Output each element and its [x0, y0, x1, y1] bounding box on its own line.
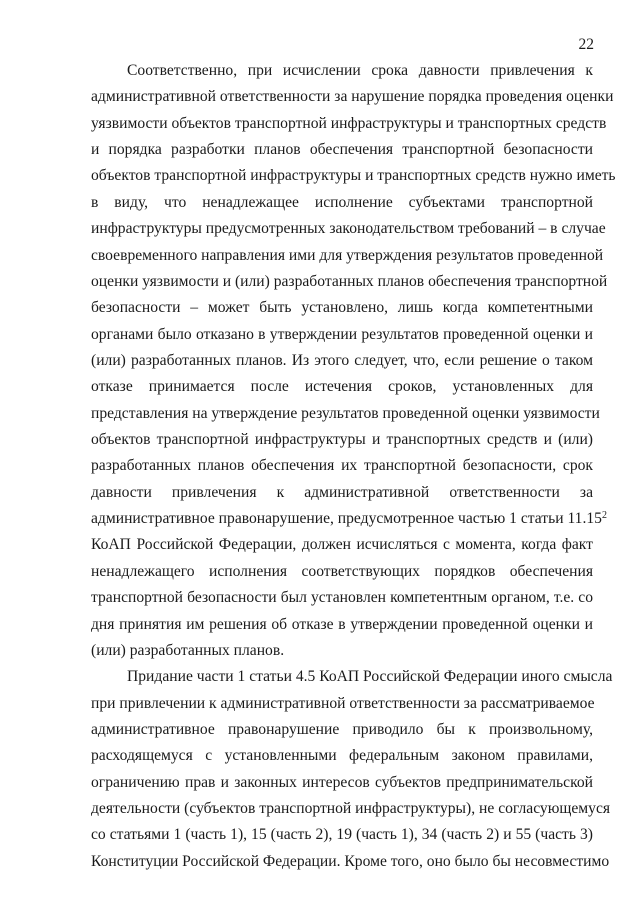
paragraph-1-line: административной ответственности за нарушение порядка проведения оценки: [91, 88, 614, 106]
paragraph-1-line: и порядка разработки планов обеспечения транспортной безопасности: [91, 141, 593, 159]
paragraph-2-line: со статьями 1 (часть 1), 15 (часть 2), 19 (часть 1), 34 (часть 2) и 55 (часть 3): [91, 826, 593, 844]
paragraph-1-line: административное правонарушение, предусмотренное частью 1 статьи 11.15$^2$: [91, 510, 607, 528]
paragraph-1-line: в виду, что ненадлежащее исполнение субъектами транспортной: [91, 193, 593, 211]
paragraph-1-line: (или) разработанных планов. Из этого следует, что, если решение о таком: [91, 351, 593, 369]
paragraph-2-line: расходящемуся с установленными федеральным законом правилами,: [91, 747, 593, 765]
paragraph-2-line: ограничению прав и законных интересов субъектов предпринимательской: [91, 773, 593, 791]
paragraph-1-line: давности привлечения к административной ответственности за: [91, 483, 593, 501]
paragraph-1-line: представления на утверждение результатов проведенной оценки уязвимости: [91, 404, 600, 422]
page-number: 22: [578, 36, 594, 53]
footnote-superscript: 2: [601, 510, 607, 522]
paragraph-1-line: отказе принимается после истечения сроков, установленных для: [91, 378, 593, 396]
paragraph-1-line: безопасности – может быть установлено, лишь когда компетентными: [91, 299, 593, 317]
paragraph-1-line: разработанных планов обеспечения их транспортной безопасности, срок: [91, 457, 593, 475]
paragraph-1-line: органами было отказано в утверждении результатов проведенной оценки и: [91, 325, 593, 343]
paragraph-1-line: объектов транспортной инфраструктуры и транспортных средств нужно иметь: [91, 167, 616, 185]
paragraph-1-line: ненадлежащего исполнения соответствующих порядков обеспечения: [91, 562, 593, 580]
paragraph-1-line: транспортной безопасности был установлен компетентным органом, т.е. со: [91, 589, 593, 607]
paragraph-2-line: при привлечении к административной ответственности за рассматриваемое: [91, 694, 595, 712]
paragraph-2-line: административное правонарушение приводило бы к произвольному,: [91, 720, 593, 738]
paragraph-1-line: Соответственно, при исчислении срока давности привлечения к: [127, 62, 593, 79]
document-body: [91, 60, 616, 877]
paragraph-1-line: оценки уязвимости и (или) разработанных планов обеспечения транспортной: [91, 272, 608, 290]
paragraph-1-line: дня принятия им решения об отказе в утверждении проведенной оценки и: [91, 615, 593, 633]
paragraph-1-line: инфраструктуры предусмотренных законодательством требований – в случае: [91, 220, 606, 238]
paragraph-1-line: КоАП Российской Федерации, должен исчисляться с момента, когда факт: [91, 536, 593, 554]
paragraph-2-line: Придание части 1 статьи 4.5 КоАП Российской Федерации иного смысла: [127, 668, 613, 686]
paragraph-1-line: уязвимости объектов транспортной инфраструктуры и транспортных средств: [91, 114, 607, 132]
paragraph-2-line: деятельности (субъектов транспортной инфраструктуры), не согласующемуся: [91, 800, 611, 818]
paragraph-1-line: своевременного направления ими для утверждения результатов проведенной: [91, 246, 604, 264]
paragraph-2-line: Конституции Российской Федерации. Кроме того, оно было бы несовместимо: [91, 852, 610, 870]
paragraph-1-line: (или) разработанных планов.: [91, 641, 285, 659]
paragraph-1-line: объектов транспортной инфраструктуры и транспортных средств и (или): [91, 431, 593, 449]
